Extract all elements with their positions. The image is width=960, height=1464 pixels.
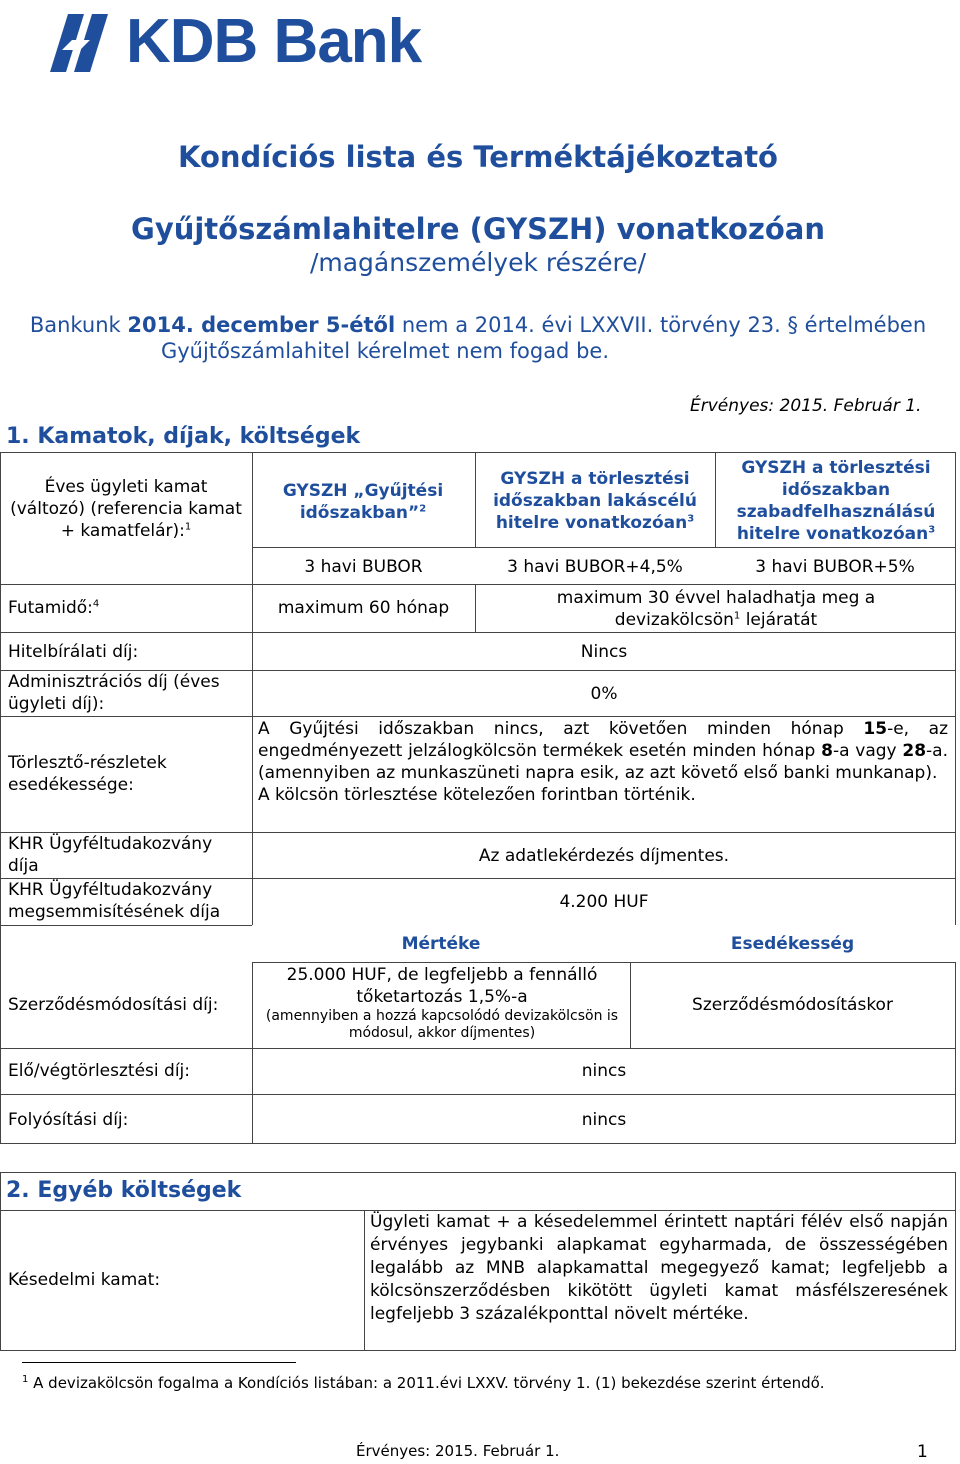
rate-housing: 3 havi BUBOR+4,5% xyxy=(507,557,683,577)
notice-line-2: Gyűjtőszámlahitel kérelmet nem fogad be. xyxy=(160,339,609,363)
due-value: A Gyűjtési időszakban nincs, azt követően minden hónap 15-e, az engedményezett jelzálogkölcsön termékek esetén minden hónap 8-a vagy 28-a. (amennyiben az munkaszüneti napra esik, az azt követő első banki munkanap). A kölcsön törlesztése kötelezően forintban történik. xyxy=(258,719,948,805)
modification-fee-value: 25.000 HUF, de legfeljebb a fennálló tőketartozás 1,5%-a (amennyiben a hozzá kapcsolódó devizakölcsön is módosul, akkor díjmentes) xyxy=(265,965,619,1041)
due-head: Esedékesség xyxy=(730,934,855,954)
prepayment-fee-value: nincs xyxy=(581,1061,627,1081)
page-number: 1 xyxy=(917,1442,928,1462)
rate-free-use: 3 havi BUBOR+5% xyxy=(755,557,915,577)
notice-date: 2014. december 5-étől xyxy=(127,313,396,337)
footnote-rule xyxy=(22,1362,296,1363)
rate-collection: 3 havi BUBOR xyxy=(304,557,423,577)
col-head-collection-period: GYSZH „Gyűjtési időszakban”$^2$ xyxy=(282,481,444,523)
khr-fee-value: Az adatlekérdezés díjmentes. xyxy=(478,846,730,866)
measure-head: Mértéke xyxy=(401,934,481,954)
late-interest-value: Ügyleti kamat + a késedelemmel érintett naptári félév első napján érvényes jegybanki alapkamat egyharmada, de összességében legalább az MNB alapkamattal megegyező kamat; legfeljebb a kölcsönszerződésben kikötött ügyleti kamat másfélszeresének legfeljebb 3 százalékponttal növelt mértéke. xyxy=(370,1212,948,1324)
disbursement-fee-value: nincs xyxy=(581,1110,627,1130)
late-interest-label: Késedelmi kamat: xyxy=(8,1270,161,1290)
disbursement-fee-label: Folyósítási díj: xyxy=(8,1110,129,1130)
term-label: Futamidő:$^4$ xyxy=(8,598,100,618)
khr-destroy-label: KHR Ügyféltudakozvány megsemmisítésének díja xyxy=(8,880,221,922)
term-collection: maximum 60 hónap xyxy=(277,598,450,618)
due-label: Törlesztő-részletek esedékessége: xyxy=(8,753,167,795)
document-title: Kondíciós lista és Terméktájékoztató xyxy=(178,140,778,174)
modification-due: Szerződésmódosításkor xyxy=(692,995,893,1015)
col-head-housing: GYSZH a törlesztési időszakban lakáscélú hitelre vonatkozóan$^3$ xyxy=(493,469,697,533)
logo-text: KDB Bank xyxy=(126,7,422,76)
credit-fee-value: Nincs xyxy=(580,642,628,662)
col-head-free-use: GYSZH a törlesztési időszakban szabadfelhasználású hitelre vonatkozóan$^3$ xyxy=(736,458,936,544)
bank-logo xyxy=(44,6,444,76)
admin-fee-value: 0% xyxy=(590,684,618,704)
interest-label: Éves ügyleti kamat (változó) (referencia kamat + kamatfelár):$^1$ xyxy=(10,477,242,541)
section-2-title: 2. Egyéb költségek xyxy=(6,1178,242,1203)
khr-fee-label: KHR Ügyféltudakozvány díja xyxy=(8,834,213,876)
document-audience: /magánszemélyek részére/ xyxy=(309,248,647,277)
credit-fee-label: Hitelbírálati díj: xyxy=(8,642,139,662)
logo-mark-icon xyxy=(44,10,120,76)
khr-destroy-value: 4.200 HUF xyxy=(559,892,649,912)
admin-fee-label: Adminisztrációs díj (éves ügyleti díj): xyxy=(8,672,220,714)
footnote: $^1$ A devizakölcsön fogalma a Kondíciós listában: a 2011.évi LXXV. törvény 1. (1) bekezdése szerint értendő. xyxy=(22,1374,825,1392)
footer-valid: Érvényes: 2015. Február 1. xyxy=(356,1442,560,1460)
prepayment-fee-label: Elő/végtörlesztési díj: xyxy=(8,1061,190,1081)
document-subtitle: Gyűjtőszámlahitelre (GYSZH) vonatkozóan xyxy=(131,212,825,246)
valid-from: Érvényes: 2015. Február 1. xyxy=(690,396,922,416)
section-1-title: 1. Kamatok, díjak, költségek xyxy=(6,424,361,449)
notice-line-1: Bankunk 2014. december 5-étől nem a 2014. évi LXXVII. törvény 23. § értelmében xyxy=(29,313,927,337)
term-repayment: maximum 30 évvel haladhatja meg a devizakölcsön$^1$ lejáratát xyxy=(556,588,876,630)
modification-fee-label: Szerződésmódosítási díj: xyxy=(8,995,219,1015)
